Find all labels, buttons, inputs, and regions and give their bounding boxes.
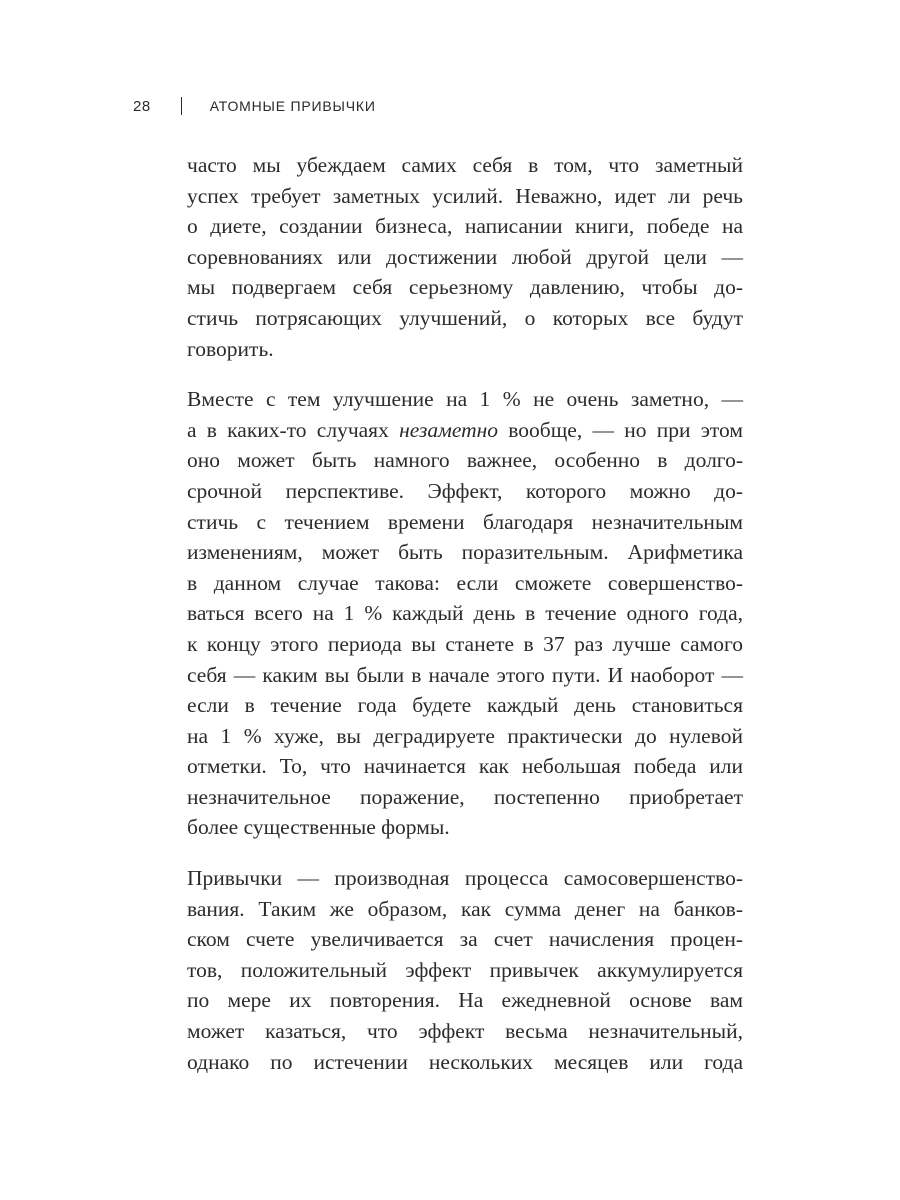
text-line: если в течение года будете каждый день становиться <box>187 693 743 718</box>
paragraph-3 <box>187 863 743 1077</box>
text-line: ваться всего на 1 % каждый день в течение одного года, <box>187 601 743 626</box>
text-line: срочной перспективе. Эффект, которого можно до- <box>187 478 743 503</box>
text-line: по мере их повторения. На ежедневной основе вам <box>187 988 743 1013</box>
paragraph-1 <box>187 150 743 364</box>
text-line: соревнованиях или достижении любой другой цели — <box>187 244 743 269</box>
text-line: может казаться, что эффект весьма незначительный, <box>187 1019 743 1044</box>
text-line: в данном случае такова: если сможете совершенство- <box>187 570 743 595</box>
text-line: к концу этого периода вы станете в 37 раз лучше самого <box>187 631 743 656</box>
emphasis-text: незаметно <box>399 417 499 442</box>
text-line: стичь с течением времени благодаря незначительным <box>187 509 743 534</box>
text-line: говорить. <box>187 336 274 361</box>
text-line: однако по истечении нескольких месяцев или года <box>187 1049 743 1074</box>
body-text <box>187 150 743 1097</box>
text-line: незначительное поражение, постепенно приобретает <box>187 784 743 809</box>
text-line: стичь потрясающих улучшений, о которых все будут <box>187 305 743 330</box>
text-segment: а в каких-то случаях <box>187 417 400 442</box>
text-segment: вообще, — но при этом <box>498 417 743 442</box>
running-header <box>133 94 376 118</box>
paragraph-2 <box>187 384 743 843</box>
book-title: АТОМНЫЕ ПРИВЫЧКИ <box>209 98 376 114</box>
text-line-with-emphasis <box>187 415 743 446</box>
text-line: себя — каким вы были в начале этого пути. И наоборот — <box>187 662 743 687</box>
text-line: часто мы убеждаем самих себя в том, что заметный <box>187 153 743 177</box>
text-line: изменениям, может быть поразительным. Арифметика <box>187 540 743 565</box>
page-number: 28 <box>133 97 151 115</box>
text-line: отметки. То, что начинается как небольшая победа или <box>187 754 743 779</box>
text-line: вания. Таким же образом, как сумма денег на банков- <box>187 896 743 921</box>
text-line: на 1 % хуже, вы деградируете практически до нулевой <box>187 723 743 748</box>
text-line: оно может быть намного важнее, особенно в долго- <box>187 448 743 473</box>
text-line: успех требует заметных усилий. Неважно, идет ли речь <box>187 183 743 208</box>
text-line: ском счете увеличивается за счет начисления процен- <box>187 927 743 952</box>
text-line: мы подвергаем себя серьезному давлению, чтобы до- <box>187 275 743 300</box>
text-line: о диете, создании бизнеса, написании книги, победе на <box>187 214 743 239</box>
text-line: тов, положительный эффект привычек аккумулируется <box>187 957 743 982</box>
text-line: Вместе с тем улучшение на 1 % не очень заметно, — <box>187 387 743 412</box>
text-line: Привычки — производная процесса самосовершенство- <box>187 866 743 891</box>
text-line: более существенные формы. <box>187 815 450 840</box>
header-divider <box>181 97 182 115</box>
